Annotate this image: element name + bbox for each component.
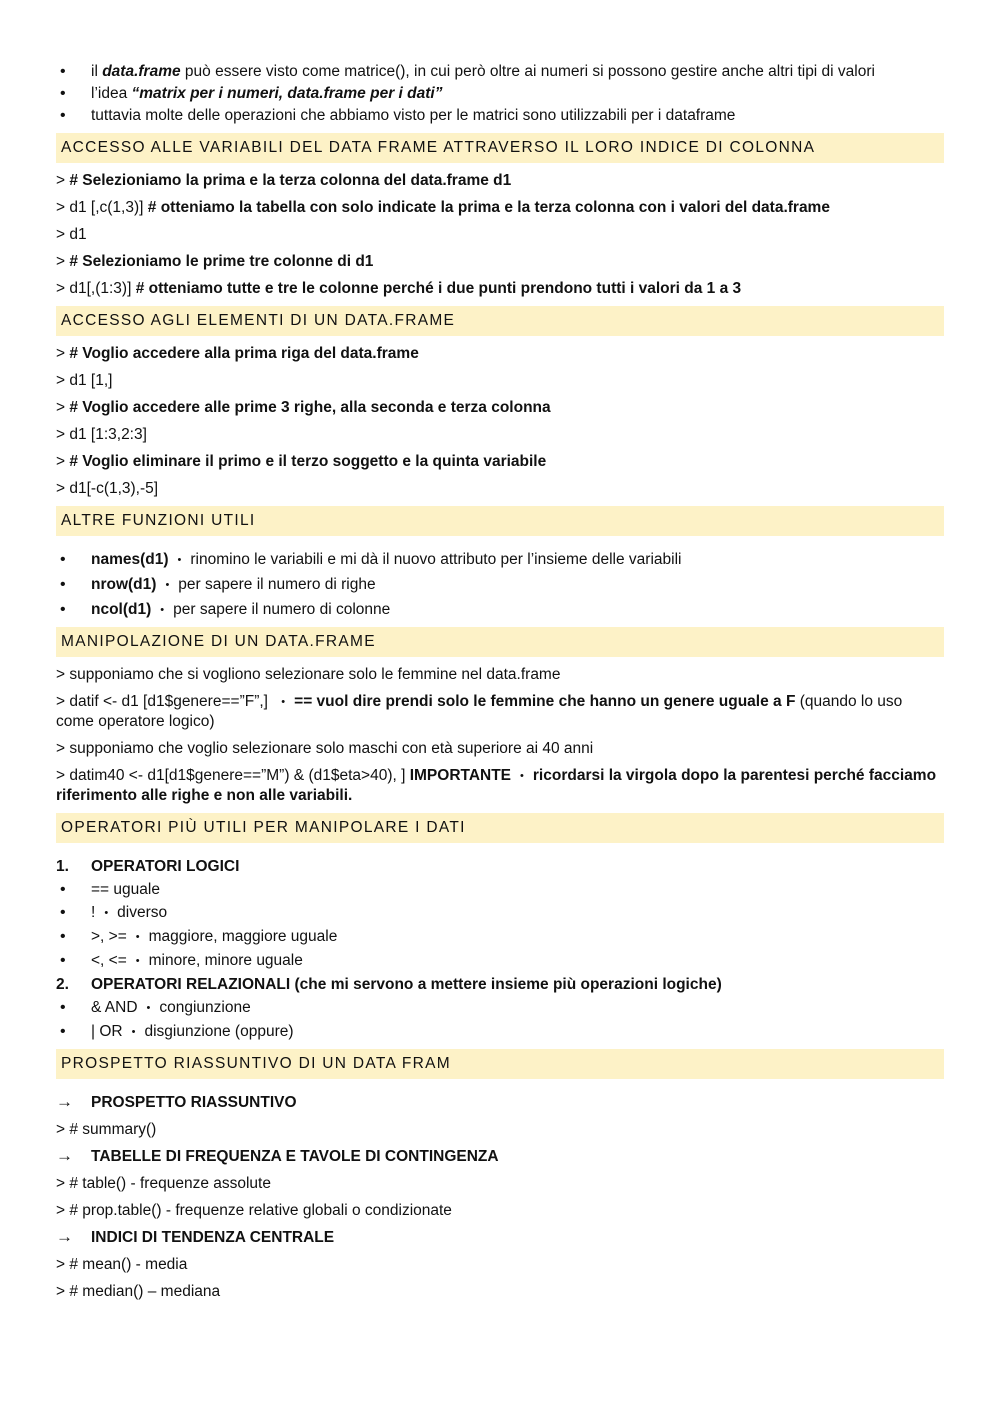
code-line: > datim40 <- d1[d1$genere==”M”) & (d1$eta>40), ] IMPORTANTE • ricordarsi la virgola dopo la parentesi perché facciamo riferimento alle righe e non alle variabili. — [56, 767, 937, 804]
section-heading-accesso-variabili: ACCESSO ALLE VARIABILI DEL DATA FRAME ATTRAVERSO IL LORO INDICE DI COLONNA — [56, 133, 944, 163]
code-line: > # Voglio eliminare il primo e il terzo soggetto e la quinta variabile — [56, 453, 547, 470]
code-line: > # prop.table() - frequenze relative globali o condizionate — [56, 1202, 452, 1219]
section-heading-operatori: OPERATORI PIÙ UTILI PER MANIPOLARE I DATI — [56, 813, 944, 843]
code-line: > d1 [1,] — [56, 372, 113, 389]
arrow-right-icon: → — [56, 1092, 73, 1111]
section-heading-prospetto: PROSPETTO RIASSUNTIVO DI UN DATA FRAM — [56, 1049, 944, 1079]
code-line: > d1[,(1:3)] # otteniamo tutte e tre le colonne perché i due punti prendono tutti i valori da 1 a 3 — [56, 280, 742, 297]
list-item: • <, <= • minore, minore uguale — [56, 951, 944, 971]
arrow-heading: → PROSPETTO RIASSUNTIVO — [56, 1092, 297, 1111]
list-item: • & AND • congiunzione — [56, 998, 944, 1018]
code-line: > # Voglio accedere alle prime 3 righe, alla seconda e terza colonna — [56, 399, 551, 416]
list-item: • == uguale — [56, 880, 944, 899]
intro-bullet-3: • tuttavia molte delle operazioni che abbiamo visto per le matrici sono utilizzabili per i dataframe — [56, 106, 944, 125]
list-item: • nrow(d1) • per sapere il numero di righe — [56, 575, 944, 595]
intro-bullet-list — [56, 62, 944, 125]
logic-operators-list — [56, 880, 944, 971]
code-line: > # Selezioniamo le prime tre colonne di d1 — [56, 253, 374, 270]
list-item: • ! • diverso — [56, 903, 944, 923]
code-line: > # table() - frequenze assolute — [56, 1175, 271, 1192]
arrow-right-icon: → — [56, 1146, 73, 1165]
section-heading-altre-funzioni: ALTRE FUNZIONI UTILI — [56, 506, 944, 536]
idea-quote: “matrix per i numeri, data.frame per i dati” — [131, 85, 443, 102]
code-line: > datif <- d1 [d1$genere==”F”,] • == vuol dire prendi solo le femmine che hanno un genere uguale a F (quando lo uso come operatore logico) — [56, 693, 903, 730]
term-data-frame: data.frame — [102, 63, 181, 80]
code-line: > d1 [,c(1,3)] # otteniamo la tabella con solo indicate la prima e la terza colonna con i valori del data.frame — [56, 199, 830, 216]
section-heading-manipolazione: MANIPOLAZIONE DI UN DATA.FRAME — [56, 627, 944, 657]
code-line: > # Selezioniamo la prima e la terza colonna del data.frame d1 — [56, 172, 512, 189]
functions-list — [56, 550, 944, 620]
code-line: > d1 [1:3,2:3] — [56, 426, 147, 443]
numbered-heading-relazionali: 2. OPERATORI RELAZIONALI (che mi servono a mettere insieme più operazioni logiche) — [56, 976, 722, 993]
text-line: > supponiamo che voglio selezionare solo maschi con età superiore ai 40 anni — [56, 740, 594, 757]
numbered-heading-logici: 1. OPERATORI LOGICI — [56, 858, 240, 875]
relational-operators-list — [56, 998, 944, 1042]
code-line: > d1[-c(1,3),-5] — [56, 480, 159, 497]
list-item: • ncol(d1) • per sapere il numero di colonne — [56, 600, 944, 620]
code-line: > d1 — [56, 226, 87, 243]
section-heading-accesso-elementi: ACCESSO AGLI ELEMENTI DI UN DATA.FRAME — [56, 306, 944, 336]
text-line: > supponiamo che si vogliono selezionare solo le femmine nel data.frame — [56, 666, 561, 683]
code-line: > # Voglio accedere alla prima riga del data.frame — [56, 345, 419, 362]
intro-bullet-1: • il data.frame può essere visto come matrice(), in cui però oltre ai numeri si possono gestire anche altri tipi di valori — [56, 62, 944, 81]
list-item: • >, >= • maggiore, maggiore uguale — [56, 927, 944, 947]
arrow-right-icon: → — [56, 1227, 73, 1246]
list-item: • names(d1) • rinomino le variabili e mi dà il nuovo attributo per l’insieme delle variabili — [56, 550, 944, 570]
code-line: > # summary() — [56, 1121, 157, 1138]
intro-bullet-2: • l’idea “matrix per i numeri, data.frame per i dati” — [56, 84, 944, 103]
list-item: • | OR • disgiunzione (oppure) — [56, 1022, 944, 1042]
code-line: > # mean() - media — [56, 1256, 188, 1273]
code-line: > # median() – mediana — [56, 1283, 221, 1300]
arrow-heading: → TABELLE DI FREQUENZA E TAVOLE DI CONTINGENZA — [56, 1146, 499, 1165]
arrow-heading: → INDICI DI TENDENZA CENTRALE — [56, 1227, 335, 1246]
